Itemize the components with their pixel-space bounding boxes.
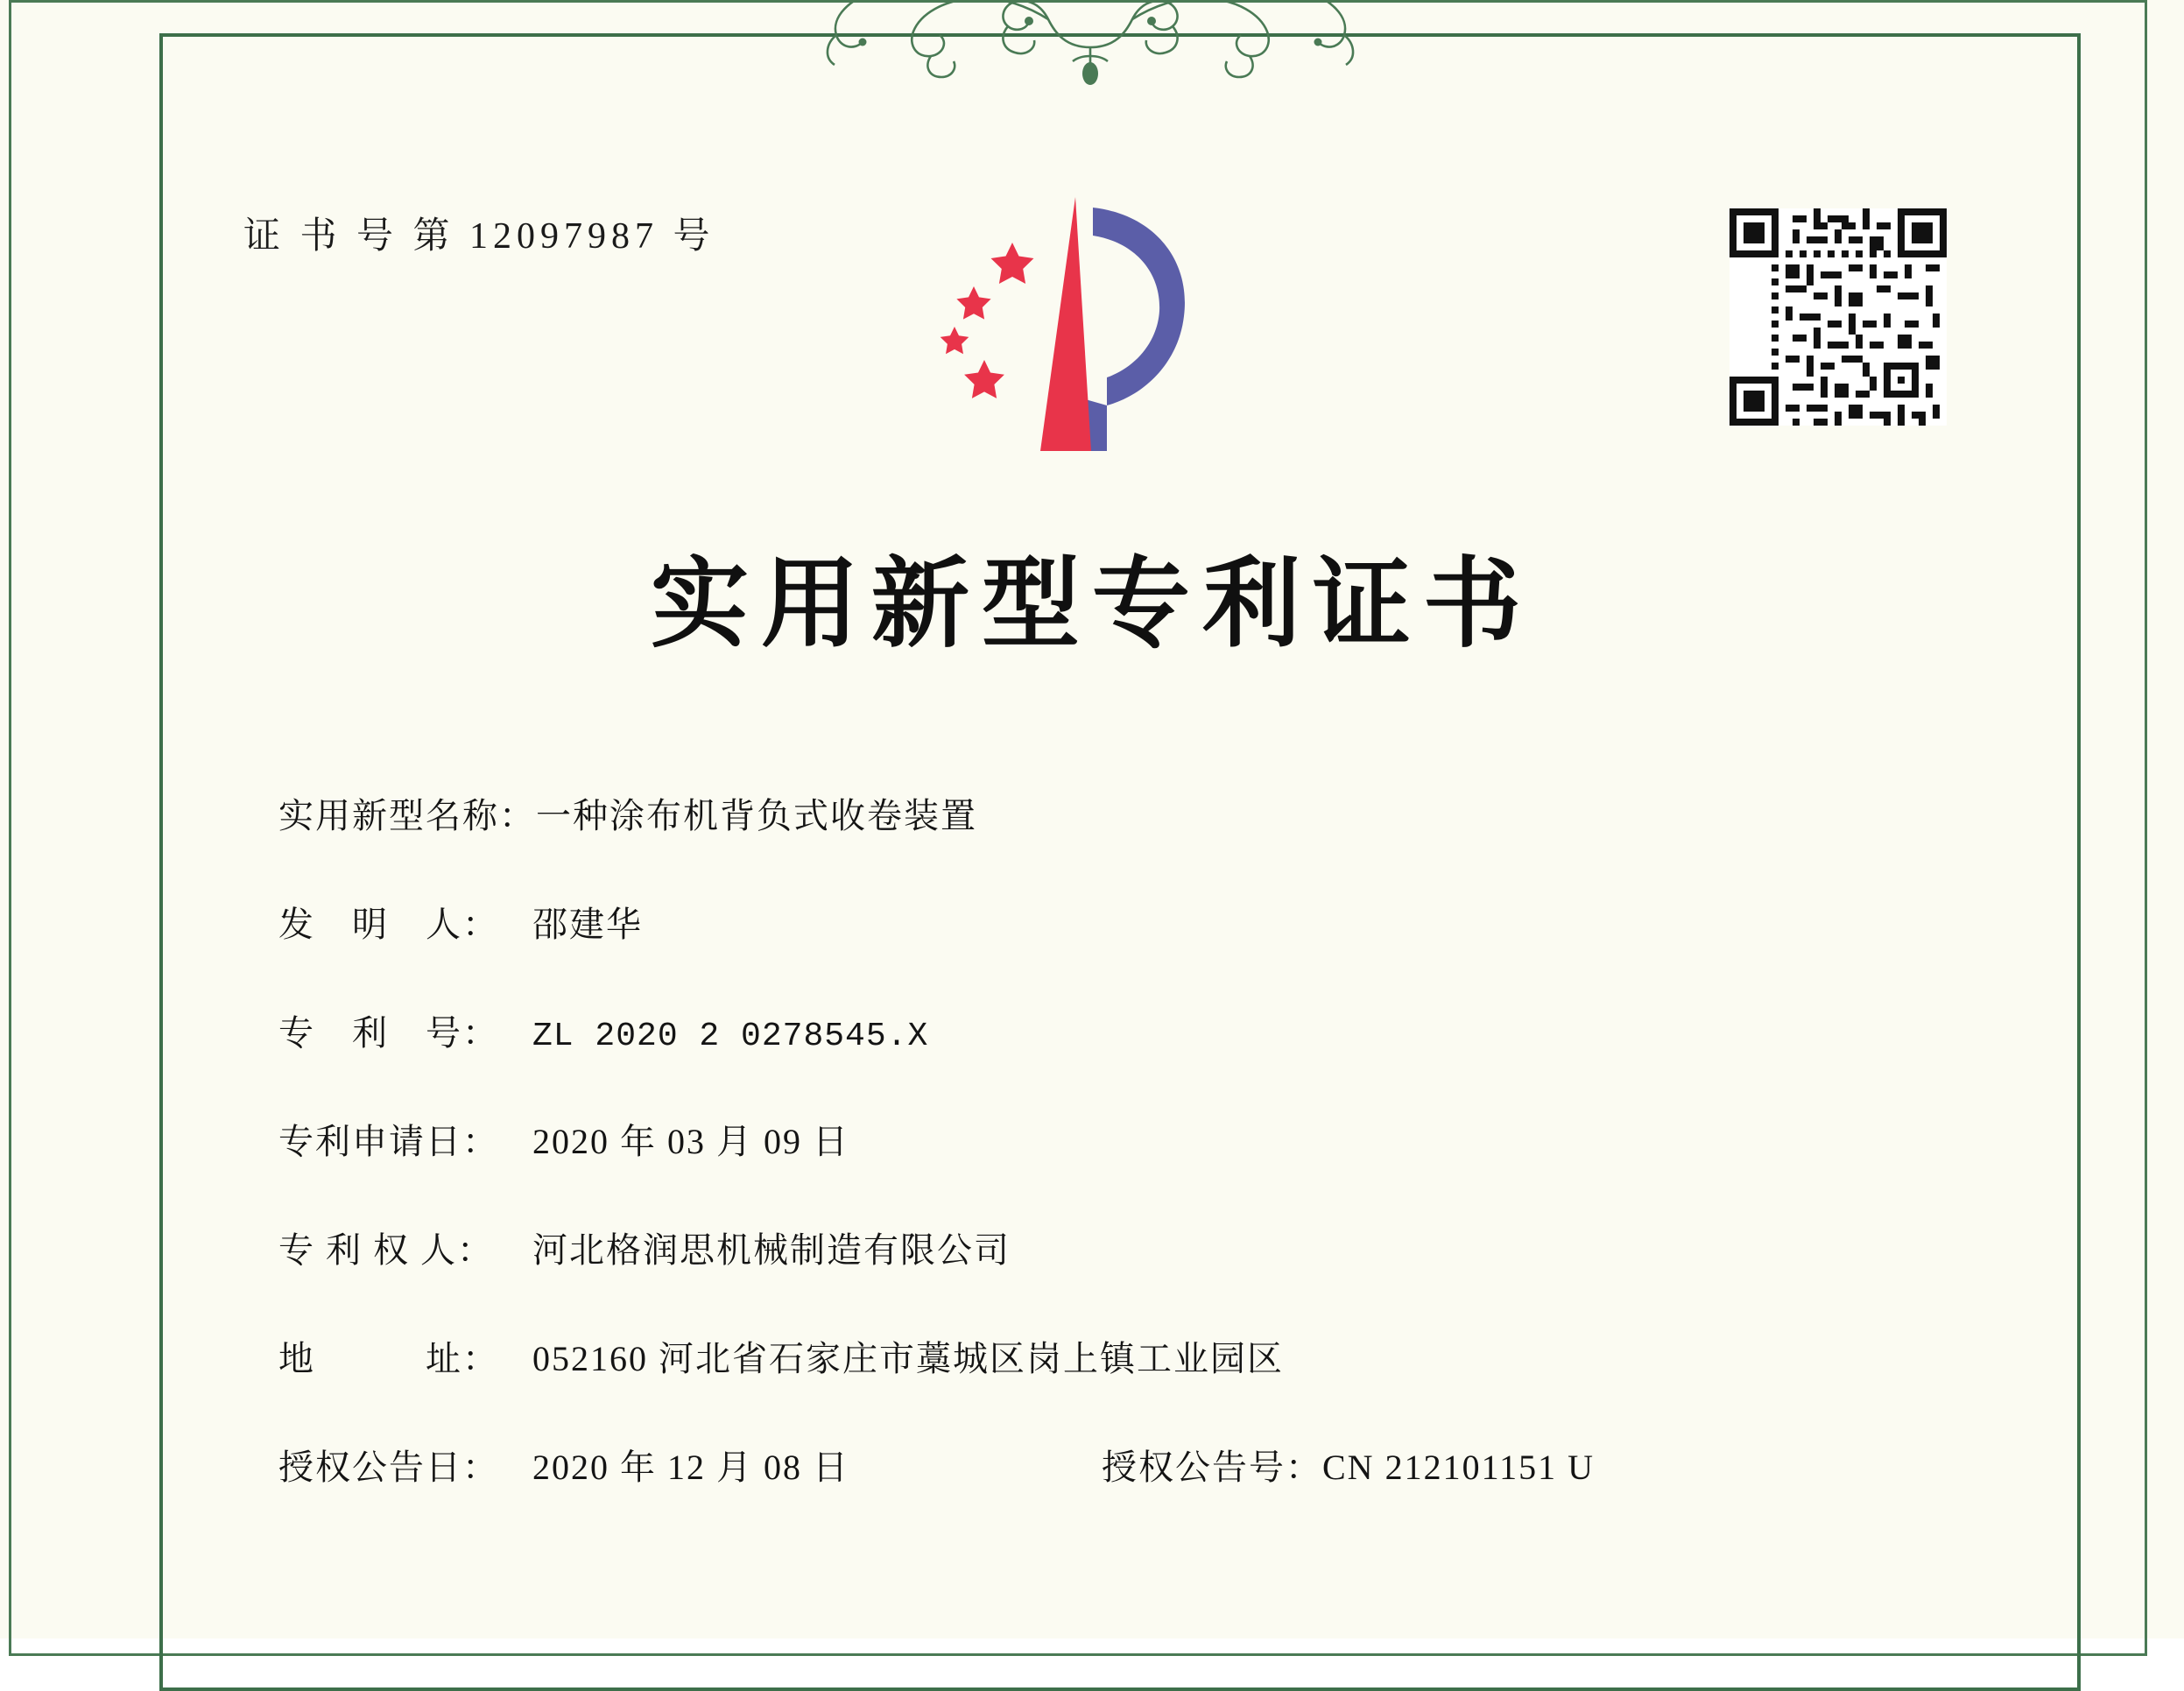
- value-grant-date: 2020 年 12 月 08 日: [532, 1448, 849, 1487]
- label-grant-date: 授权公告日：: [278, 1448, 499, 1487]
- value-address: 052160 河北省石家庄市藁城区岗上镇工业园区: [532, 1339, 1284, 1378]
- label-application-date: 专利申请日：: [278, 1122, 499, 1161]
- field-inventor: [278, 897, 1942, 947]
- field-grant-info: [278, 1440, 1942, 1490]
- label-patent-number: 专 利 号：: [278, 1013, 499, 1053]
- label-utility-model-name: 实用新型名称：: [278, 796, 536, 835]
- value-utility-model-name: 一种涂布机背负式收卷装置: [536, 796, 977, 835]
- value-inventor: 邵建华: [532, 905, 643, 944]
- field-utility-model-name: [278, 788, 1942, 838]
- field-grant-date: [278, 1440, 1102, 1490]
- cnipa-emblem-icon: [928, 188, 1226, 469]
- field-patentee: [278, 1222, 1942, 1272]
- field-address: [278, 1331, 1942, 1381]
- value-patentee: 河北格润思机械制造有限公司: [532, 1230, 1011, 1270]
- field-application-date: [278, 1114, 1942, 1164]
- field-grant-number: [1102, 1440, 1595, 1490]
- page-title: 实用新型专利证书: [651, 546, 1533, 661]
- value-patent-number: ZL 2020 2 0278545.X: [532, 1018, 929, 1055]
- field-patent-number: [278, 1005, 1942, 1055]
- label-grant-number: 授权公告号：: [1102, 1448, 1322, 1487]
- value-application-date: 2020 年 03 月 09 日: [532, 1122, 849, 1161]
- label-patentee: 专 利 权 人：: [278, 1230, 494, 1270]
- value-grant-number: CN 212101151 U: [1322, 1448, 1595, 1487]
- qr-code: [1730, 208, 1947, 426]
- certificate-number: 证 书 号 第 12097987 号: [243, 216, 715, 257]
- label-inventor: 发 明 人：: [278, 905, 499, 944]
- label-address: 地 址：: [278, 1339, 499, 1378]
- fields-list: [278, 788, 1942, 1548]
